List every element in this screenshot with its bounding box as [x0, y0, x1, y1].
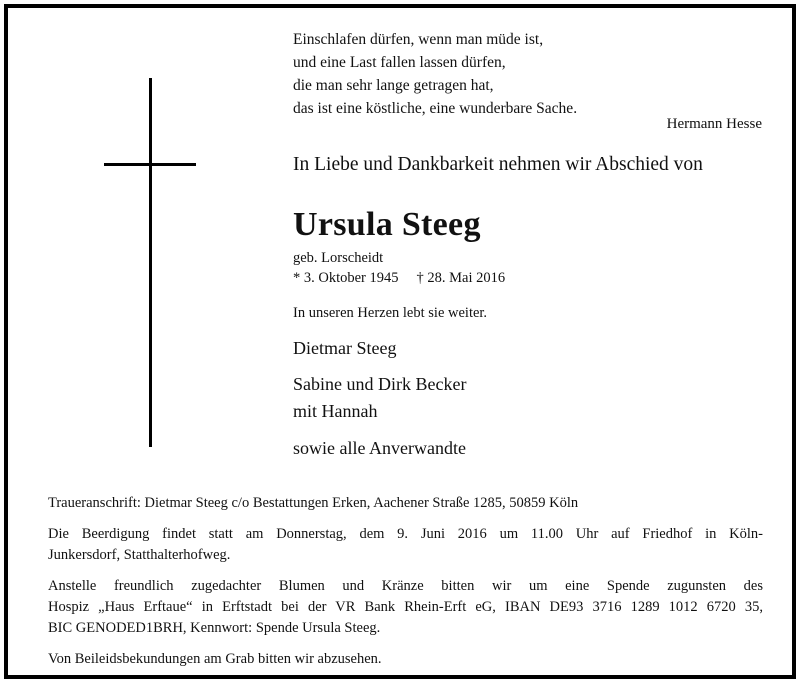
poem-line: Einschlafen dürfen, wenn man müde ist, — [293, 31, 544, 48]
mourner-name: mit Hannah — [293, 401, 378, 421]
poem-author: Hermann Hesse — [666, 116, 762, 132]
birth-date: * 3. Oktober 1945 — [293, 270, 399, 286]
mourner-name: sowie alle Anverwandte — [293, 438, 466, 458]
donation-line: Hospiz „Haus Erftaue“ in Erftstadt bei der VR Bank Rhein-Erft eG, IBAN DE93 3716 1289 1012 6720 35, — [48, 599, 763, 615]
donation-line: BIC GENODED1BRH, Kennwort: Spende Ursula Steeg. — [48, 620, 381, 636]
maiden-name: geb. Lorscheidt — [293, 250, 384, 266]
death-date: † 28. Mai 2016 — [416, 270, 506, 286]
cross-icon-beam — [104, 163, 196, 166]
memory-line: In unseren Herzen lebt sie weiter. — [293, 305, 488, 321]
deceased-name: Ursula Steeg — [293, 206, 481, 243]
poem-line: das ist eine köstliche, eine wunderbare Sache. — [293, 100, 578, 117]
donation-line: Anstelle freundlich zugedachter Blumen und Kränze bitten wir um eine Spende zugunsten des — [48, 578, 763, 594]
cross-icon — [149, 78, 152, 447]
mourner-name: Dietmar Steeg — [293, 338, 397, 358]
funeral-line: Junkersdorf, Statthalterhofweg. — [48, 547, 231, 563]
mourning-address: Traueranschrift: Dietmar Steeg c/o Bestattungen Erken, Aachener Straße 1285, 50859 Köln — [48, 495, 579, 511]
funeral-line: Die Beerdigung findet statt am Donnerstag, dem 9. Juni 2016 um 11.00 Uhr auf Friedhof in Köln- — [48, 526, 763, 542]
condolence-note: Von Beileidsbekundungen am Grab bitten wir abzusehen. — [48, 651, 382, 667]
poem-line: und eine Last fallen lassen dürfen, — [293, 54, 506, 71]
obituary-notice — [4, 4, 796, 679]
donation-request — [48, 576, 763, 639]
life-dates — [293, 268, 505, 288]
poem-quote — [293, 28, 577, 120]
mourner-name: Sabine und Dirk Becker — [293, 374, 467, 394]
poem-line: die man sehr lange getragen hat, — [293, 77, 494, 94]
farewell-intro: In Liebe und Dankbarkeit nehmen wir Abschied von — [293, 154, 703, 175]
funeral-details — [48, 524, 763, 566]
